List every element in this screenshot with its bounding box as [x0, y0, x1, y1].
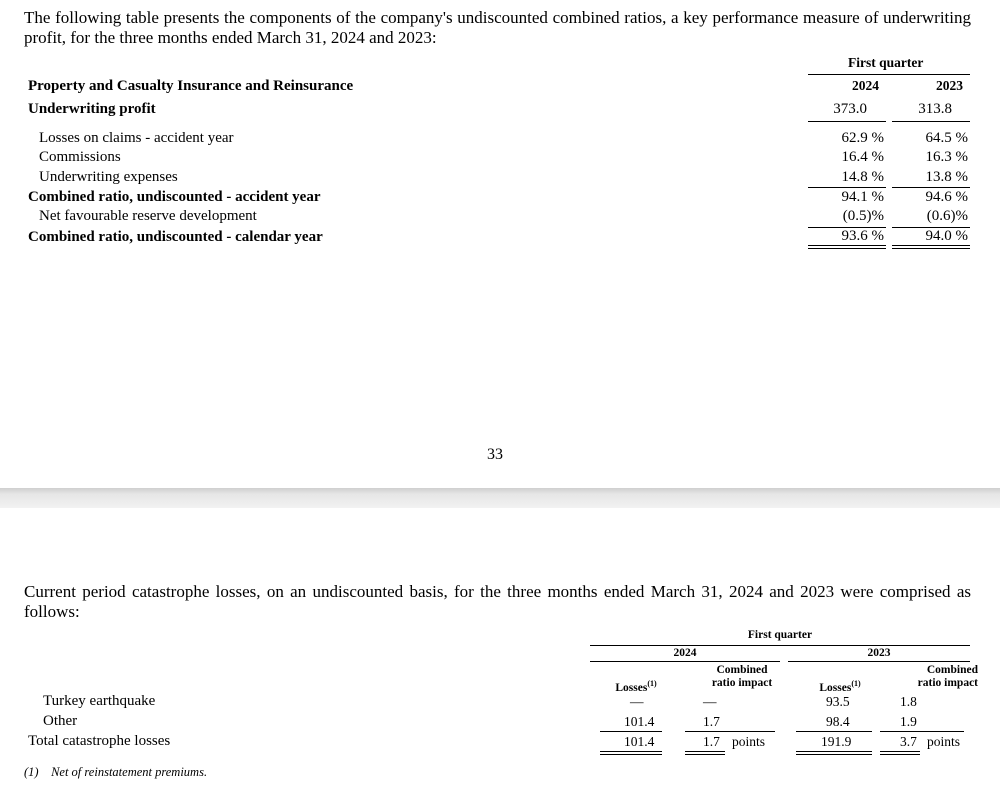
value-cr-cy-2024: 93.6 % [841, 228, 884, 244]
value-prd-2024: (0.5)% [842, 208, 884, 224]
cat-header-2024: 2024 [673, 647, 697, 659]
value-uwexp-2023: 13.8 % [925, 169, 968, 185]
value-cr-ay-2024: 94.1 % [841, 189, 884, 205]
row-label-cr-calendar-year: Combined ratio, undiscounted - calendar year [28, 229, 323, 245]
cat-total-losses-2023: 191.9 [821, 734, 852, 749]
cat-dbl-rule-c2024 [685, 751, 725, 755]
cat-combined-2023-header: Combined ratio impact [917, 664, 978, 689]
cat-dbl-rule-l2023 [796, 751, 872, 755]
cat-turkey-losses-2023: 93.5 [826, 694, 850, 709]
cat-other-losses-2023: 98.4 [826, 714, 850, 729]
cat-header-2023: 2023 [867, 647, 891, 659]
page-separator [0, 488, 1000, 508]
cat-other-losses-2024: 101.4 [624, 714, 655, 729]
cat-points-2024: points [732, 734, 766, 749]
row-label-cr-accident-year: Combined ratio, undiscounted - accident year [28, 189, 321, 205]
cat-sub-rule-l2024 [600, 731, 662, 732]
cat-header-rule [590, 645, 970, 646]
cat-sub-rule-c2024 [685, 731, 775, 732]
cat-turkey-losses-2024: — [630, 694, 644, 709]
row-label-reserve-development: Net favourable reserve development [39, 208, 257, 224]
cat-dbl-rule-c2023 [880, 751, 920, 755]
cat-row-label-turkey: Turkey earthquake [43, 693, 156, 709]
cat-total-losses-2024: 101.4 [624, 734, 655, 749]
value-cr-cy-2023: 94.0 % [925, 228, 968, 244]
catastrophe-intro-paragraph: Current period catastrophe losses, on an undiscounted basis, for the three months ended March 31, 2024 and 2023 were comprised as follows: [24, 582, 971, 621]
value-losses-2023: 64.5 % [925, 130, 968, 146]
cat-total-cr-2023: 3.7 [900, 734, 917, 749]
value-uwexp-2024: 14.8 % [841, 169, 884, 185]
double-rule-2024 [808, 245, 886, 249]
value-uw-2023: 313.8 [918, 101, 952, 117]
cat-turkey-cr-2024: — [703, 694, 717, 709]
cat-other-cr-2024: 1.7 [703, 714, 720, 729]
cat-total-cr-2024: 1.7 [703, 734, 720, 749]
header-2023: 2023 [936, 78, 963, 93]
cat-sub-rule-c2023 [880, 731, 964, 732]
cat-turkey-cr-2023: 1.8 [900, 694, 917, 709]
cat-rule-2024 [590, 661, 780, 662]
cat-rule-2023 [788, 661, 970, 662]
row-label-losses: Losses on claims - accident year [39, 130, 234, 146]
cat-sub-rule-l2023 [796, 731, 872, 732]
intro-paragraph: The following table presents the components of the company's undiscounted combined ratios, a key performance measure of underwriting profit, for the three months ended March 31, 2024 and 2023: [24, 8, 971, 47]
cat-losses-2023-header: Losses$^{(1)}$ [819, 679, 861, 694]
row-label-segment: Property and Casualty Insurance and Reinsurance [28, 78, 354, 94]
value-prd-2023: (0.6)% [926, 208, 968, 224]
header-2024: 2024 [852, 78, 879, 93]
cat-row-label-total: Total catastrophe losses [28, 733, 171, 749]
value-commissions-2024: 16.4 % [841, 149, 884, 165]
header-rule [808, 74, 970, 75]
cat-losses-2024-header: Losses$^{(1)}$ [615, 679, 657, 694]
cat-other-cr-2023: 1.9 [900, 714, 917, 729]
cat-row-label-other: Other [43, 713, 78, 729]
cat-header-first-quarter: First quarter [747, 629, 813, 641]
value-cr-ay-2023: 94.6 % [925, 189, 968, 205]
row-label-underwriting-profit: Underwriting profit [28, 101, 156, 117]
page-number: 33 [487, 446, 503, 463]
value-losses-2024: 62.9 % [841, 130, 884, 146]
cat-points-2023: points [927, 734, 961, 749]
value-uw-2024: 373.0 [833, 101, 867, 117]
rule-uw-2024 [808, 121, 886, 122]
header-first-quarter: First quarter [848, 55, 924, 70]
row-label-uw-expenses: Underwriting expenses [39, 169, 178, 185]
footnote: (1) Net of reinstatement premiums. [24, 765, 208, 779]
rule-uw-2023 [892, 121, 970, 122]
double-rule-2023 [892, 245, 970, 249]
cat-dbl-rule-l2024 [600, 751, 662, 755]
row-label-commissions: Commissions [39, 149, 121, 165]
value-commissions-2023: 16.3 % [925, 149, 968, 165]
cat-combined-2024-header: Combined ratio impact [711, 664, 773, 689]
